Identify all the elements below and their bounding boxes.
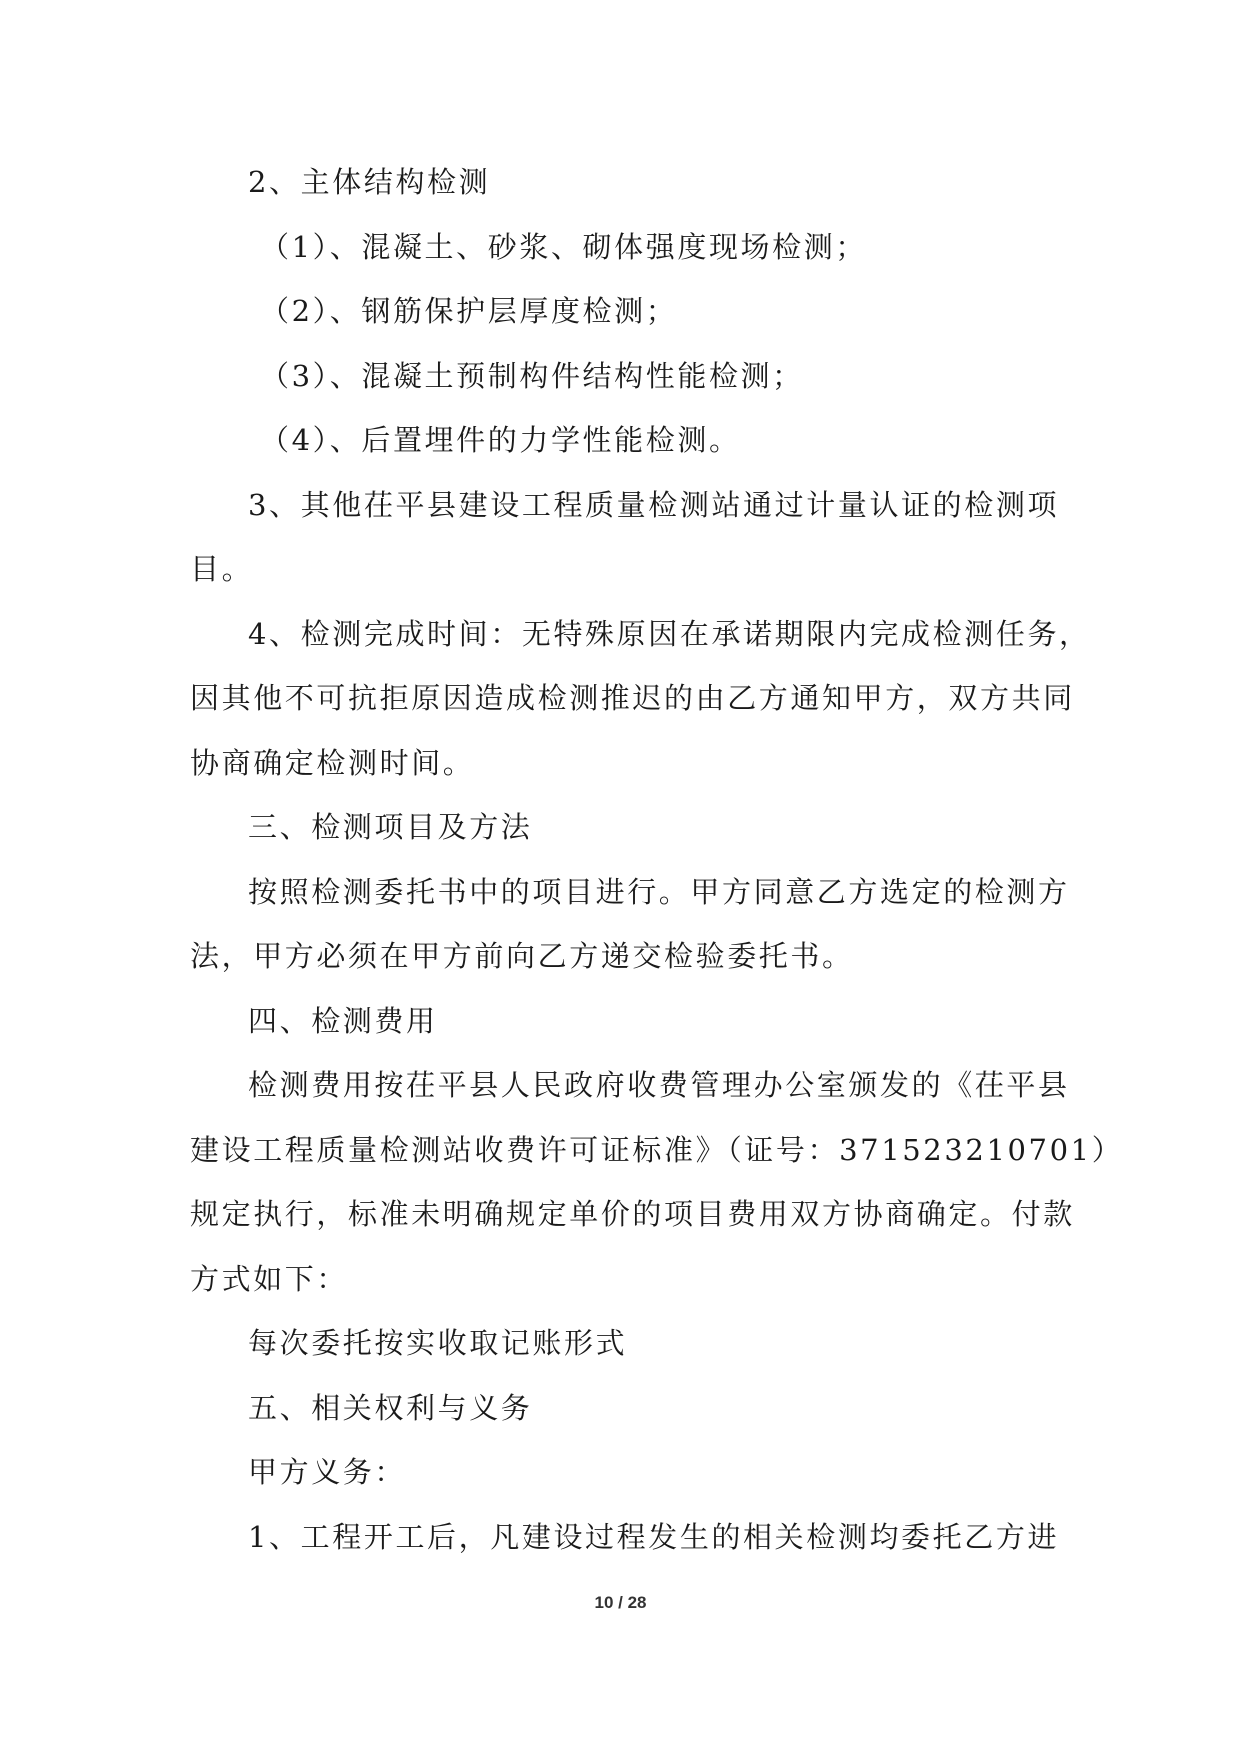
list-item: （1）、混凝土、砂浆、砌体强度现场检测；: [260, 229, 867, 264]
paragraph-line: 1、工程开工后，凡建设过程发生的相关检测均委托乙方进: [248, 1519, 1060, 1554]
paragraph-line: 协商确定检测时间。: [190, 745, 475, 780]
paragraph-line: 每次委托按实收取记账形式: [248, 1326, 628, 1360]
paragraph-line: 4、检测完成时间：无特殊原因在承诺期限内完成检测任务，: [248, 616, 1091, 651]
subheading-party-a-obligations: 甲方义务：: [248, 1455, 407, 1489]
list-item: （2）、钢筋保护层厚度检测；: [260, 294, 678, 328]
paragraph-line: 因其他不可抗拒原因造成检测推迟的由乙方通知甲方，双方共同: [190, 681, 1075, 715]
section-heading-rights-obligations: 五、相关权利与义务: [248, 1390, 533, 1425]
paragraph-line: 目。: [190, 552, 254, 586]
paragraph-line: 规定执行，标准未明确规定单价的项目费用双方协商确定。付款: [190, 1197, 1075, 1231]
page-number: 10 / 28: [594, 1593, 647, 1612]
section-heading-items-methods: 三、检测项目及方法: [248, 810, 533, 844]
document-body: [190, 150, 1124, 1569]
list-item: （4）、后置埋件的力学性能检测。: [260, 423, 741, 457]
paragraph-line: 方式如下：: [190, 1261, 349, 1296]
paragraph-line: 3、其他茌平县建设工程质量检测站通过计量认证的检测项: [248, 487, 1060, 522]
paragraph-line: 法，甲方必须在甲方前向乙方递交检验委托书。: [190, 939, 854, 973]
section-heading-fees: 四、检测费用: [248, 1003, 438, 1038]
paragraph-line: 按照检测委托书中的项目进行。甲方同意乙方选定的检测方: [248, 874, 1070, 909]
paragraph-line: 建设工程质量检测站收费许可证标准》（证号：371523210701）: [190, 1132, 1124, 1167]
section-heading-main-structure: 2、主体结构检测: [248, 165, 491, 199]
paragraph-line: 检测费用按茌平县人民政府收费管理办公室颁发的《茌平县: [248, 1068, 1070, 1102]
list-item: （3）、混凝土预制构件结构性能检测；: [260, 358, 804, 393]
